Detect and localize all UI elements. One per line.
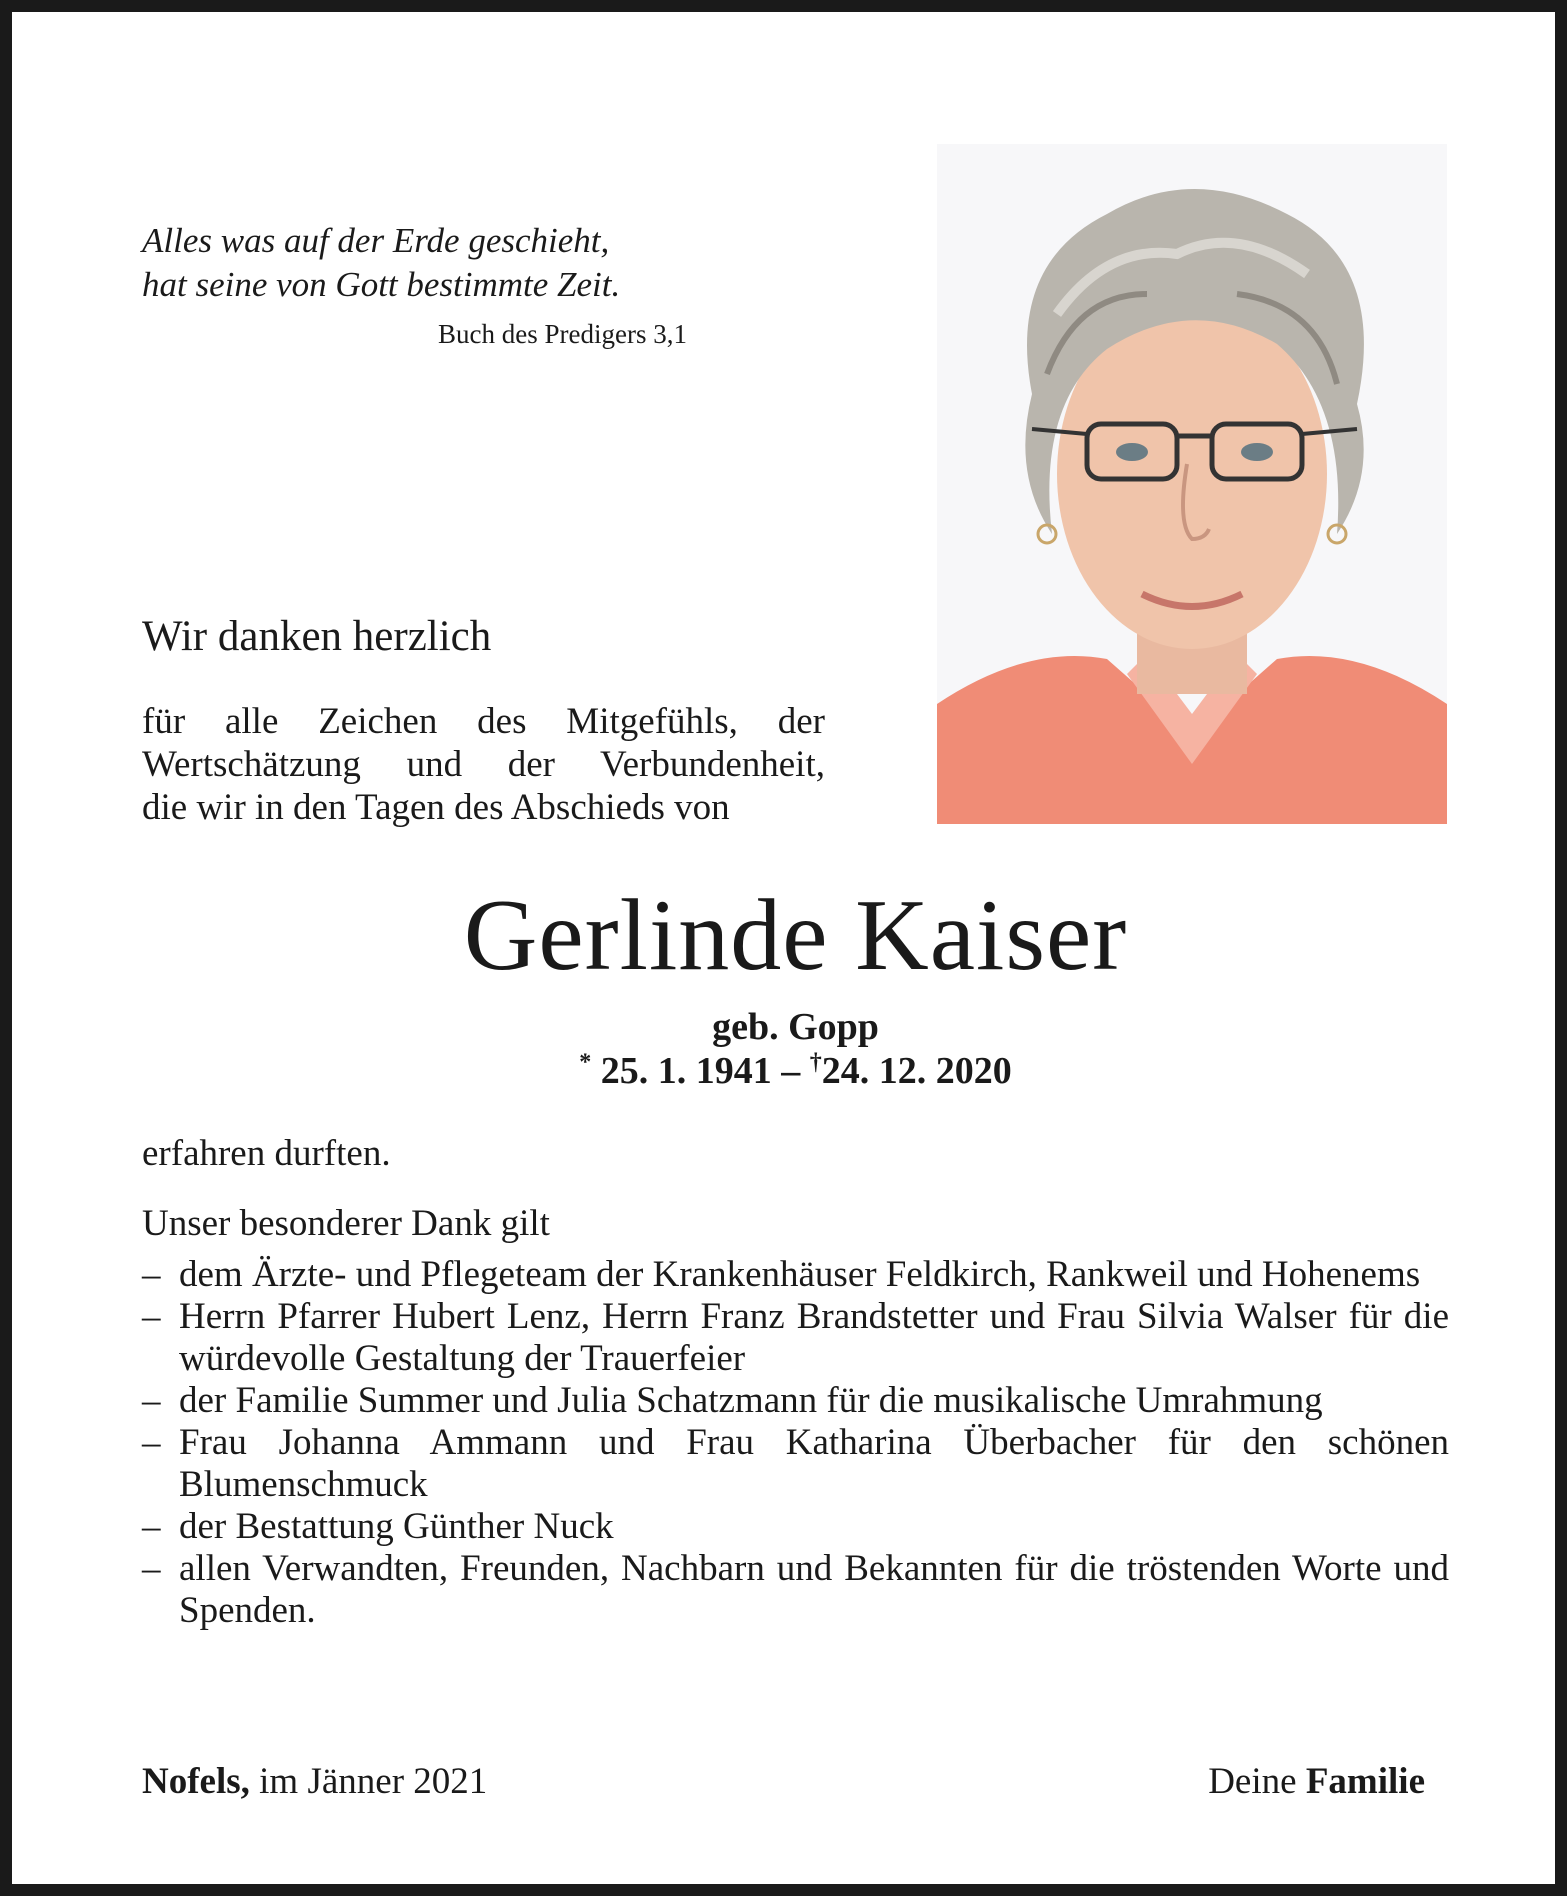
list-bullet: – — [142, 1422, 161, 1463]
place-date — [142, 1760, 487, 1803]
birth-name: geb. Gopp — [712, 1006, 879, 1048]
list-item — [142, 1296, 1449, 1380]
list-item — [142, 1254, 1449, 1296]
intro-line: die wir in den Tagen des Abschieds von — [142, 787, 730, 828]
death-symbol: † — [809, 1049, 822, 1076]
list-bullet: – — [142, 1548, 161, 1589]
list-item-text: der Bestattung Günther Nuck — [179, 1506, 614, 1547]
signature-prefix: Deine — [1208, 1761, 1297, 1802]
intro-text — [142, 700, 825, 829]
date-separator: – — [781, 1050, 801, 1092]
list-item — [142, 1380, 1449, 1422]
intro-line: Wertschätzung und der Verbundenheit, — [142, 744, 825, 785]
list-bullet: – — [142, 1506, 161, 1547]
thanks-heading: Wir danken herzlich — [142, 613, 492, 660]
life-dates — [12, 1049, 1567, 1093]
list-item — [142, 1422, 1449, 1506]
list-item — [142, 1548, 1449, 1632]
quote-source: Buch des Predigers 3,1 — [438, 319, 687, 349]
list-bullet: – — [142, 1254, 161, 1295]
list-item-text: dem Ärzte- und Pflegeteam der Krankenhäuser Feldkirch, Rankweil und Hohenems — [179, 1254, 1421, 1295]
list-bullet: – — [142, 1296, 161, 1337]
signature-name: Familie — [1305, 1761, 1425, 1802]
birth-symbol: * — [579, 1049, 592, 1076]
list-bullet: – — [142, 1380, 161, 1421]
death-date: 24. 12. 2020 — [821, 1050, 1012, 1092]
date: im Jänner 2021 — [259, 1761, 488, 1802]
list-item-text: Herrn Pfarrer Hubert Lenz, Herrn Franz Brandstetter und Frau Silvia Walser für die würdevolle Gestaltung der Trauerfeier — [179, 1296, 1449, 1379]
list-item-text: allen Verwandten, Freunden, Nachbarn und Bekannten für die tröstenden Worte und Spenden. — [179, 1548, 1449, 1631]
list-item-text: der Familie Summer und Julia Schatzmann für die musikalische Umrahmung — [179, 1380, 1323, 1421]
intro-line: für alle Zeichen des Mitgefühls, der — [142, 701, 825, 742]
bible-quote — [142, 219, 702, 307]
quote-line: Alles was auf der Erde geschieht, — [142, 221, 610, 260]
birth-date: 25. 1. 1941 — [600, 1050, 772, 1092]
list-item-text: Frau Johanna Ammann und Frau Katharina Überbacher für den schönen Blumenschmuck — [179, 1422, 1449, 1505]
list-item — [142, 1506, 1449, 1548]
thanks-list — [142, 1254, 1449, 1632]
after-name-text: erfahren durften. — [142, 1133, 391, 1174]
thanks-intro: Unser besonderer Dank gilt — [142, 1203, 550, 1244]
portrait-photo — [937, 144, 1447, 824]
signature — [1208, 1760, 1425, 1803]
quote-line: hat seine von Gott bestimmte Zeit. — [142, 265, 621, 304]
place: Nofels, — [142, 1761, 250, 1802]
deceased-name: Gerlinde Kaiser — [463, 879, 1128, 992]
